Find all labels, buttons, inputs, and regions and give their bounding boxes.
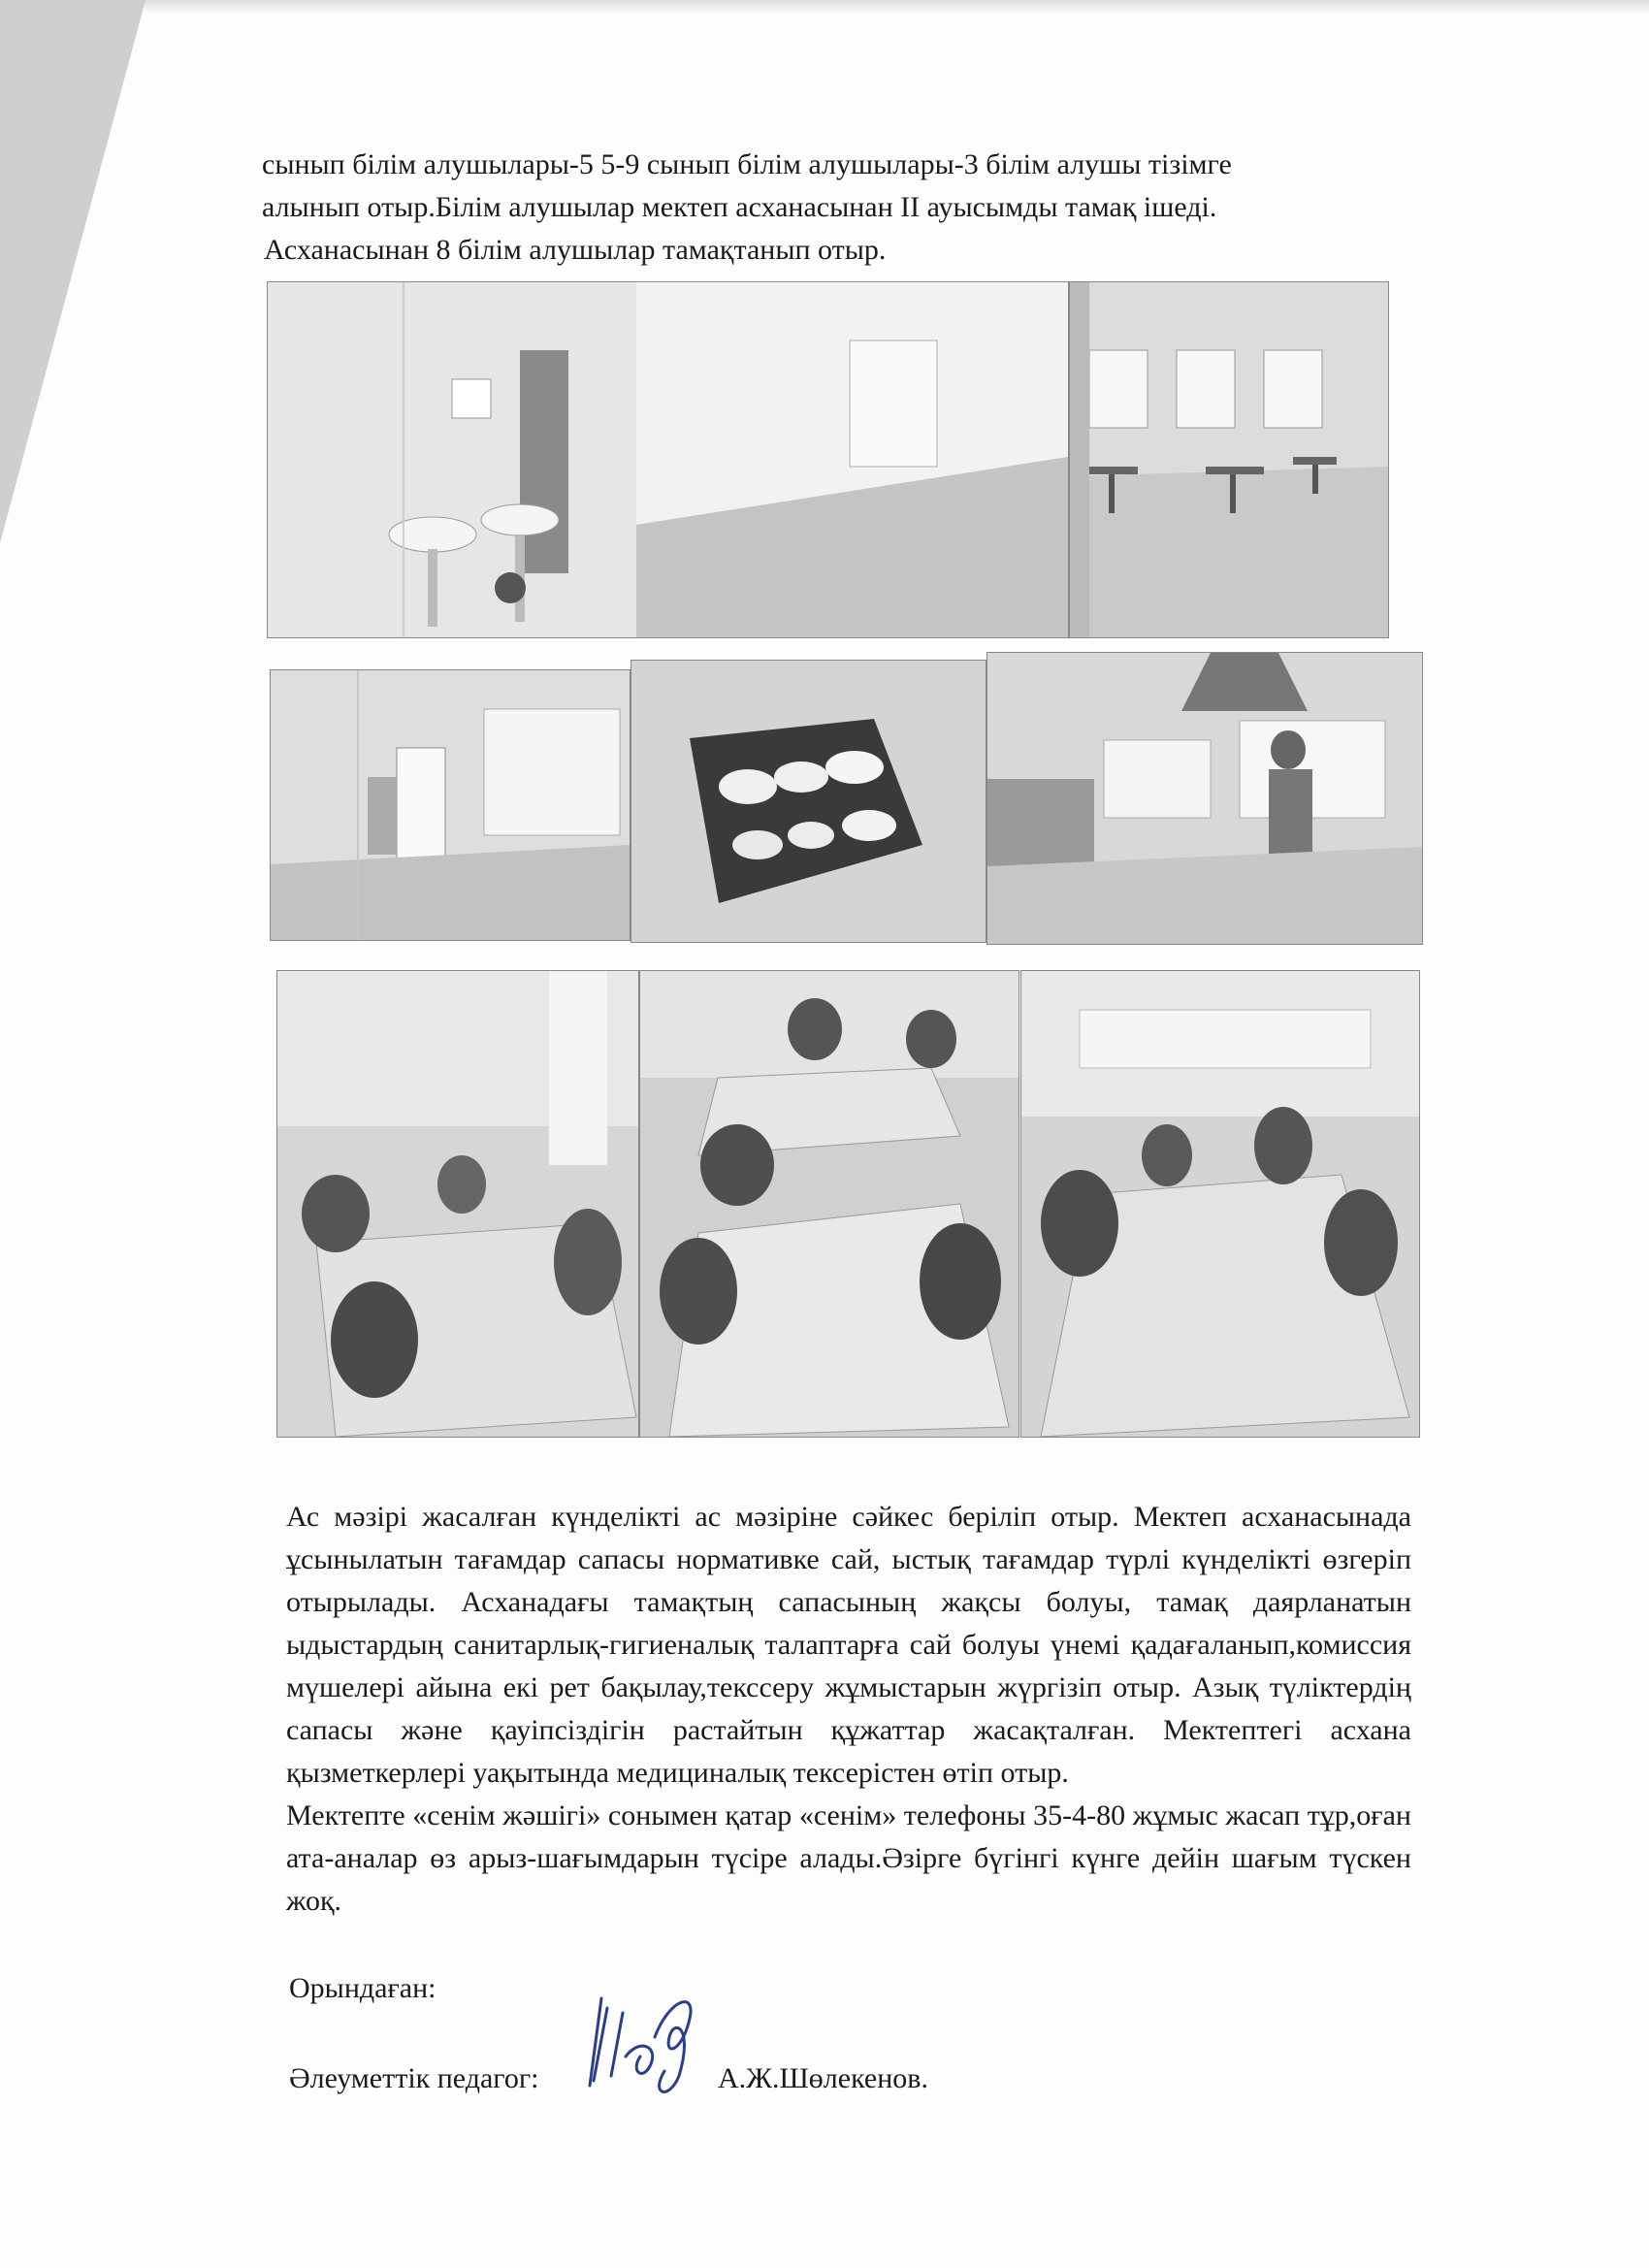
students-eating-left-photo [276,970,639,1438]
performed-label: Орындаған: [289,1972,436,2004]
signer-name: А.Ж.Шөлекенов. [718,2062,928,2094]
washroom-corridor-photo [267,281,1069,638]
intro-line-1: сынып білім алушылары-5 5-9 сынып білім алушылары-3 білім алушы тізімге [262,148,1232,180]
scan-folded-corner [0,0,146,543]
students-eating-center-photo [639,970,1019,1438]
role-label: Әлеуметтік педагог: [289,2062,539,2094]
dining-hall-photo [1069,281,1389,638]
food-tray-photo [630,660,986,943]
intro-paragraph [262,144,1416,272]
intro-line-2: алынып отыр.Білім алушылар мектеп асханасынан ІІ ауысымды тамақ ішеді. [262,191,1217,223]
students-eating-right-photo [1020,970,1420,1438]
body-text [286,1496,1411,1923]
handwritten-signature [572,1979,718,2105]
body-paragraph-1: Ас мәзірі жасалған күнделікті ас мәзіріне сәйкес беріліп отыр. Мектеп асханасынада ұсынылатын тағамдар сапасы нормативке сай, ыстық тағамдар түрлі күнделікті өзгеріп отырылады. Асханадағы тамақтың сапасының жақсы болуы, тамақ даярланатын ыдыстардың санитарлық-гигиеналық талаптарға сай болуы үнемі қадағаланып,комиссия мүшелері айына екі рет бақылау,текссеру жұмыстарын жүргізіп отыр. Азық түліктердің сапасы және қауіпсіздігін растайтын құжаттар жасақталған. Мектептегі асхана қызметкерлері уақытында медициналық тексерістен өтіп отыр. [286,1501,1411,1789]
scan-top-edge [0,0,1649,14]
kitchen-shelves-photo [270,669,630,941]
body-paragraph-2: Мектепте «сенім жәшігі» сонымен қатар «сенім» телефоны 35-4-80 жұмыс жасап тұр,оған ата-аналар өз арыз-шағымдарын түсіре алады.Әзірге бүгінгі күнге дейін шағым түскен жоқ. [286,1799,1411,1917]
intro-line-3: Асханасынан 8 білім алушылар тамақтанып отыр. [264,234,887,266]
cook-at-stove-photo [986,652,1423,945]
